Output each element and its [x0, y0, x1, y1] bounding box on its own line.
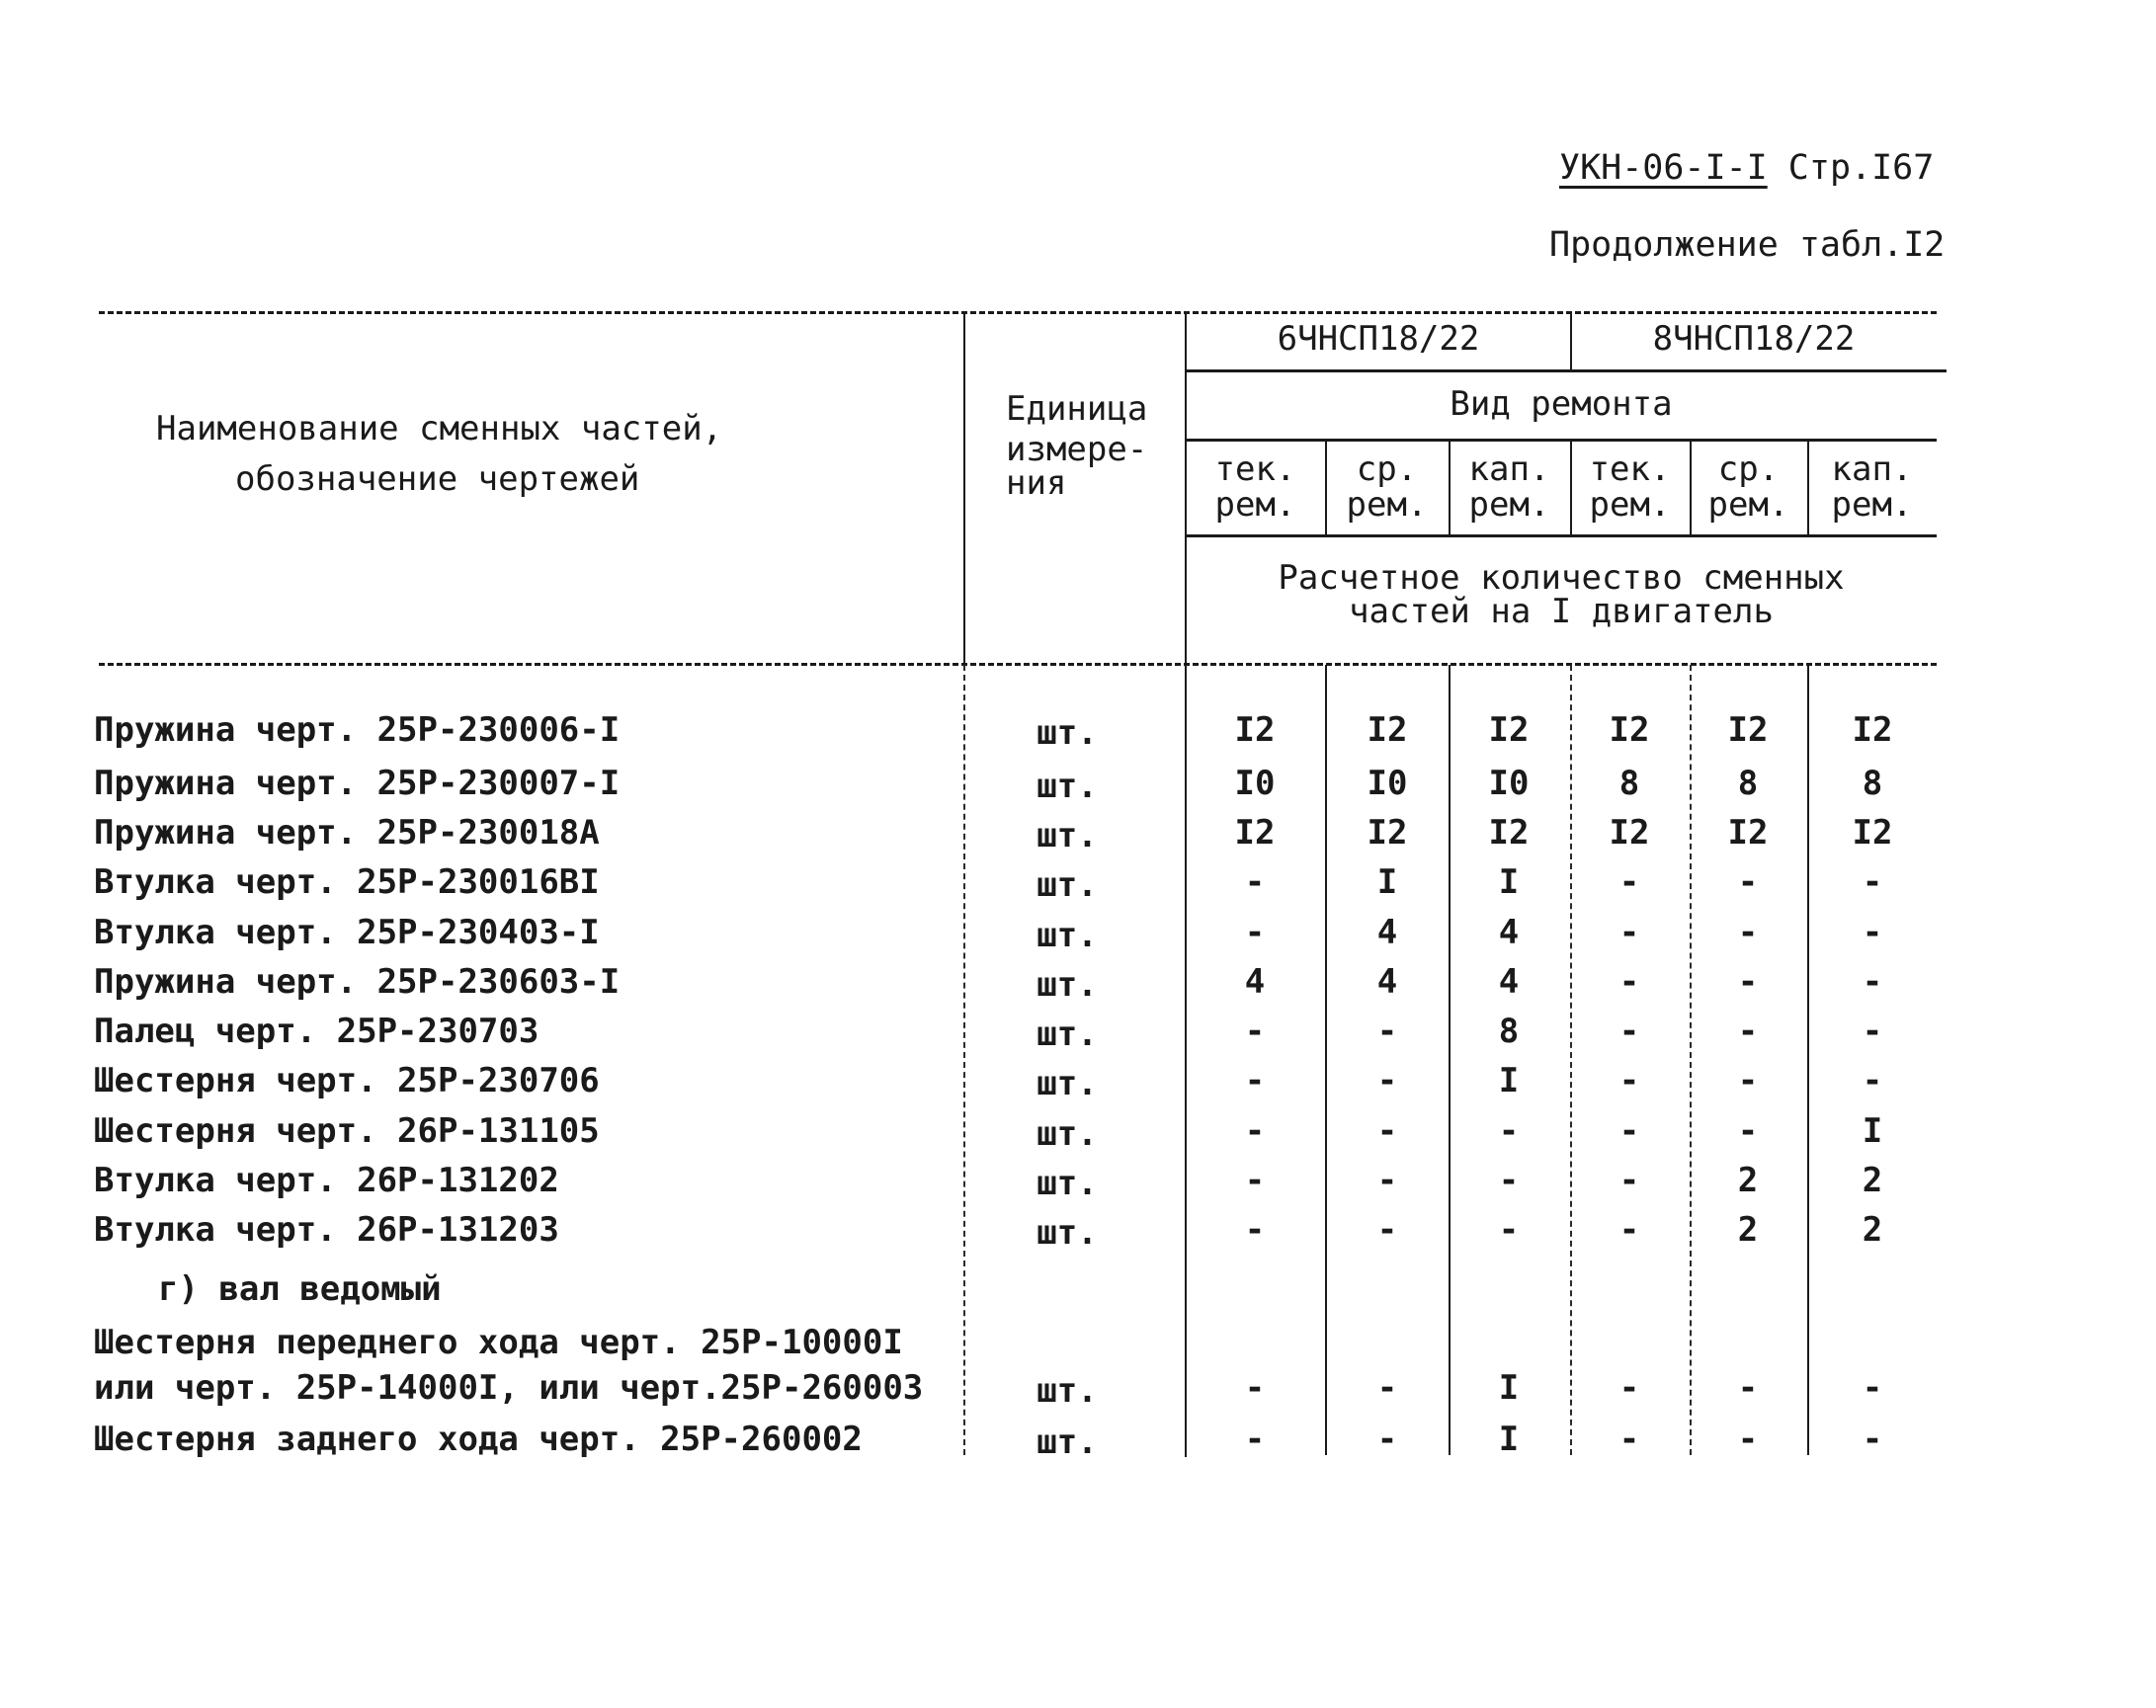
qty-8-kap: -	[1862, 862, 1883, 902]
col-divider-body-2	[1449, 665, 1451, 1455]
col-unit-header-line-1: Единица	[1006, 389, 1148, 429]
col-divider-unit	[963, 311, 965, 663]
unit: шт.	[1037, 816, 1098, 855]
qty-6-sr: 4	[1376, 962, 1398, 1002]
qty-8-sr: -	[1737, 862, 1759, 902]
qty-8-sr: -	[1737, 962, 1759, 1002]
repair-col-1: тек. рем.	[1214, 449, 1296, 525]
part-name: Палец черт. 25Р-230703	[94, 1012, 539, 1051]
col-name-header-line-2: обозначение чертежей	[235, 459, 640, 499]
qty-8-kap: 2	[1862, 1210, 1883, 1250]
qty-6-tek: I2	[1234, 710, 1276, 750]
repair-type-rule	[1186, 439, 1937, 442]
qty-8-kap: -	[1862, 913, 1883, 952]
unit: шт.	[1037, 713, 1098, 753]
qty-6-kap: I2	[1488, 710, 1530, 750]
repair-col-3: кап. рем.	[1468, 449, 1550, 525]
qty-6-kap: 8	[1498, 1012, 1520, 1051]
part-name: Пружина черт. 25Р-230018А	[94, 813, 600, 853]
repair-col-6: кап. рем.	[1831, 449, 1913, 525]
qty-6-sr: I2	[1367, 710, 1408, 750]
qty-8-tek: -	[1618, 1161, 1640, 1200]
unit: шт.	[1037, 865, 1098, 905]
qty-6-tek: -	[1244, 1161, 1266, 1200]
qty-8-tek: I2	[1609, 710, 1650, 750]
qty-8-kap: I2	[1852, 813, 1893, 853]
col-divider-body-4	[1690, 665, 1692, 1455]
qty-8-kap: I2	[1852, 710, 1893, 750]
repair-col-4: тек. рем.	[1589, 449, 1671, 525]
engine-header-rule	[1186, 369, 1947, 372]
section-heading: г) вал ведомый	[158, 1269, 442, 1309]
qty-8-kap: -	[1862, 1061, 1883, 1100]
engine-1-header: 6ЧНСП18/22	[1277, 319, 1480, 359]
qty-8-sr: -	[1737, 1368, 1759, 1408]
qty-6-kap: I2	[1488, 813, 1530, 853]
qty-6-sr: -	[1376, 1420, 1398, 1459]
qty-6-tek: -	[1244, 1420, 1266, 1459]
table-top-rule	[99, 311, 1937, 314]
qty-8-kap: -	[1862, 1012, 1883, 1051]
qty-8-sr: I2	[1727, 710, 1769, 750]
qty-8-sr: 8	[1737, 764, 1759, 803]
qty-6-tek: I2	[1234, 813, 1276, 853]
qty-header-line-2: частей на I двигатель	[1349, 592, 1774, 631]
repair-col-5: ср. рем.	[1707, 449, 1789, 525]
part-name: Пружина черт. 25Р-230007-I	[94, 764, 621, 803]
qty-8-tek: -	[1618, 1111, 1640, 1151]
qty-8-tek: I2	[1609, 813, 1650, 853]
document-code	[1559, 148, 1934, 188]
qty-8-kap: -	[1862, 962, 1883, 1002]
qty-6-sr: -	[1376, 1161, 1398, 1200]
qty-6-sr: I	[1376, 862, 1398, 902]
qty-8-sr: -	[1737, 913, 1759, 952]
unit: шт.	[1037, 1015, 1098, 1054]
unit: шт.	[1037, 1371, 1098, 1411]
part-name: Шестерня заднего хода черт. 25Р-260002	[94, 1420, 863, 1459]
page-number: Стр.I67	[1787, 148, 1935, 188]
unit: шт.	[1037, 1423, 1098, 1462]
qty-8-kap: I	[1862, 1111, 1883, 1151]
col-name-header-line-1: Наименование сменных частей,	[156, 409, 723, 448]
qty-6-kap: -	[1498, 1161, 1520, 1200]
qty-8-kap: 8	[1862, 764, 1883, 803]
col-divider-body-3	[1570, 665, 1572, 1455]
unit: шт.	[1037, 916, 1098, 955]
repair-cols-rule	[1186, 534, 1937, 537]
repair-col-2: ср. рем.	[1346, 449, 1428, 525]
qty-6-tek: -	[1244, 913, 1266, 952]
qty-8-sr: -	[1737, 1061, 1759, 1100]
qty-8-kap: 2	[1862, 1161, 1883, 1200]
qty-8-kap: -	[1862, 1420, 1883, 1459]
qty-8-tek: 8	[1618, 764, 1640, 803]
part-name-line-2: или черт. 25Р-14000I, или черт.25Р-260003	[94, 1368, 924, 1408]
qty-8-tek: -	[1618, 1368, 1640, 1408]
qty-6-kap: I0	[1488, 764, 1530, 803]
qty-6-tek: -	[1244, 1368, 1266, 1408]
qty-6-sr: -	[1376, 1111, 1398, 1151]
qty-6-tek: -	[1244, 1210, 1266, 1250]
qty-8-kap: -	[1862, 1368, 1883, 1408]
qty-6-sr: -	[1376, 1368, 1398, 1408]
qty-6-sr: -	[1376, 1061, 1398, 1100]
qty-8-sr: 2	[1737, 1161, 1759, 1200]
qty-8-sr: -	[1737, 1420, 1759, 1459]
col-divider-body-1	[1325, 665, 1327, 1455]
table-continuation: Продолжение табл.I2	[1549, 225, 1946, 265]
col-unit-header-line-2: измере-	[1006, 430, 1148, 469]
qty-8-tek: -	[1618, 1420, 1640, 1459]
part-name: Пружина черт. 25Р-230006-I	[94, 710, 621, 750]
qty-8-tek: -	[1618, 862, 1640, 902]
qty-6-sr: I0	[1367, 764, 1408, 803]
part-name-line-1: Шестерня переднего хода черт. 25Р-10000I	[94, 1323, 903, 1362]
qty-6-kap: 4	[1498, 962, 1520, 1002]
unit: шт.	[1037, 1114, 1098, 1154]
qty-6-kap: I	[1498, 862, 1520, 902]
qty-6-kap: I	[1498, 1061, 1520, 1100]
part-name: Шестерня черт. 26Р-131105	[94, 1111, 600, 1151]
qty-6-kap: I	[1498, 1368, 1520, 1408]
col-divider-body-5	[1807, 665, 1809, 1455]
qty-6-sr: -	[1376, 1210, 1398, 1250]
qty-6-sr: 4	[1376, 913, 1398, 952]
unit: шт.	[1037, 767, 1098, 806]
col-divider-unit-body	[963, 665, 965, 1455]
qty-6-sr: I2	[1367, 813, 1408, 853]
qty-8-tek: -	[1618, 1210, 1640, 1250]
document-code-label: УКН-06-I-I	[1559, 148, 1768, 188]
qty-8-tek: -	[1618, 962, 1640, 1002]
part-name: Шестерня черт. 25Р-230706	[94, 1061, 600, 1100]
qty-6-tek: -	[1244, 862, 1266, 902]
repair-type-header: Вид ремонта	[1450, 384, 1673, 424]
qty-6-tek: -	[1244, 1061, 1266, 1100]
unit: шт.	[1037, 1164, 1098, 1203]
qty-header-line-1: Расчетное количество сменных	[1278, 558, 1845, 598]
unit: шт.	[1037, 1213, 1098, 1253]
header-bottom-rule	[99, 663, 1937, 666]
qty-6-tek: I0	[1234, 764, 1276, 803]
qty-8-tek: -	[1618, 1061, 1640, 1100]
part-name: Втулка черт. 26Р-131203	[94, 1210, 559, 1250]
qty-6-kap: I	[1498, 1420, 1520, 1459]
qty-8-tek: -	[1618, 913, 1640, 952]
qty-6-kap: 4	[1498, 913, 1520, 952]
part-name: Втулка черт. 26Р-131202	[94, 1161, 559, 1200]
col-unit-header-line-3: ния	[1006, 463, 1067, 503]
qty-8-sr: -	[1737, 1111, 1759, 1151]
part-name: Пружина черт. 25Р-230603-I	[94, 962, 621, 1002]
qty-8-tek: -	[1618, 1012, 1640, 1051]
engine-2-header: 8ЧНСП18/22	[1652, 319, 1856, 359]
qty-6-tek: 4	[1244, 962, 1266, 1002]
qty-6-kap: -	[1498, 1111, 1520, 1151]
unit: шт.	[1037, 1064, 1098, 1103]
part-name: Втулка черт. 25Р-230016ВI	[94, 862, 600, 902]
qty-6-kap: -	[1498, 1210, 1520, 1250]
qty-6-tek: -	[1244, 1012, 1266, 1051]
qty-6-sr: -	[1376, 1012, 1398, 1051]
part-name: Втулка черт. 25Р-230403-I	[94, 913, 600, 952]
unit: шт.	[1037, 965, 1098, 1005]
qty-8-sr: 2	[1737, 1210, 1759, 1250]
qty-8-sr: -	[1737, 1012, 1759, 1051]
qty-6-tek: -	[1244, 1111, 1266, 1151]
qty-8-sr: I2	[1727, 813, 1769, 853]
